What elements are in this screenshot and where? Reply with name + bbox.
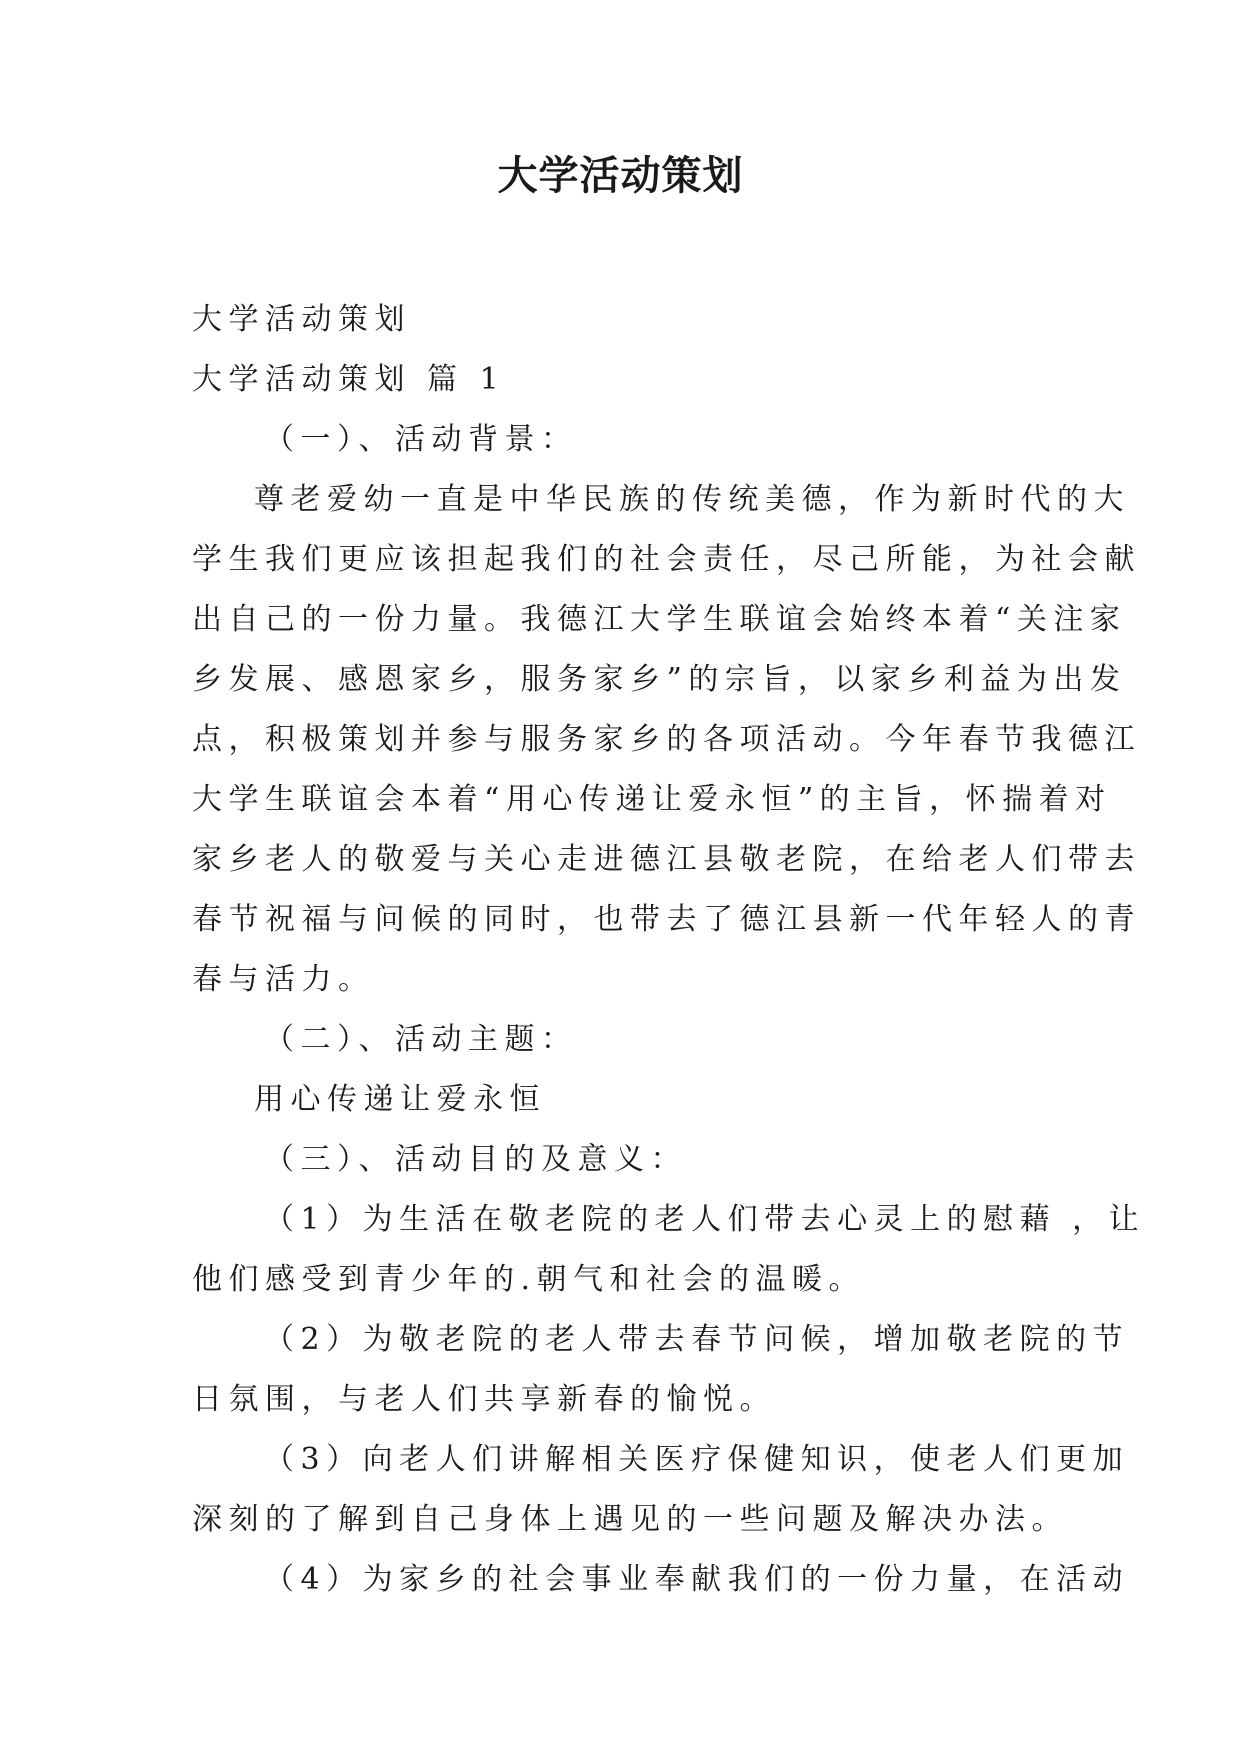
document-title: 大学活动策划: [497, 153, 744, 199]
section-heading: （二）、活动主题：: [264, 1022, 578, 1057]
list-item-line: 深刻的了解到自己身体上遇见的一些问题及解决办法。: [192, 1502, 1068, 1537]
paragraph-line: 大学生联谊会本着“用心传递让爱永恒”的主旨，怀揣着对: [192, 782, 1112, 817]
paragraph-line: 春节祝福与问候的同时，也带去了德江县新一代年轻人的青: [192, 902, 1141, 937]
list-item-line: 他们感受到青少年的.朝气和社会的温暖。: [192, 1262, 866, 1297]
paragraph-line: 家乡老人的敬爱与关心走进德江县敬老院，在给老人们带去: [192, 842, 1141, 877]
text-line: 大学活动策划: [192, 302, 411, 337]
paragraph-line: 点，积极策划并参与服务家乡的各项活动。今年春节我德江: [192, 722, 1141, 757]
list-item-line: （1）为生活在敬老院的老人们带去心灵上的慰藉 ，让: [264, 1202, 1146, 1237]
section-heading: （三）、活动目的及意义：: [264, 1142, 687, 1177]
paragraph-line: 春与活力。: [192, 962, 375, 997]
paragraph-line: 用心传递让爱永恒: [254, 1082, 546, 1117]
paragraph-line: 乡发展、感恩家乡，服务家乡”的宗旨，以家乡利益为出发: [192, 662, 1127, 697]
list-item-line: （2）为敬老院的老人带去春节问候，增加敬老院的节: [264, 1322, 1130, 1357]
text-line: 大学活动策划 篇 1: [192, 362, 506, 397]
list-item-line: （4）为家乡的社会事业奉献我们的一份力量，在活动: [264, 1562, 1130, 1597]
list-item-line: （3）向老人们讲解相关医疗保健知识，使老人们更加: [264, 1442, 1130, 1477]
paragraph-line: 学生我们更应该担起我们的社会责任，尽己所能，为社会献: [192, 542, 1141, 577]
list-item-line: 日氛围，与老人们共享新春的愉悦。: [192, 1382, 776, 1417]
paragraph-line: 出自己的一份力量。我德江大学生联谊会始终本着“关注家: [192, 602, 1127, 637]
section-heading: （一）、活动背景：: [264, 422, 578, 457]
paragraph-line: 尊老爱幼一直是中华民族的传统美德，作为新时代的大: [254, 482, 1130, 517]
document-body: [192, 290, 1146, 1610]
